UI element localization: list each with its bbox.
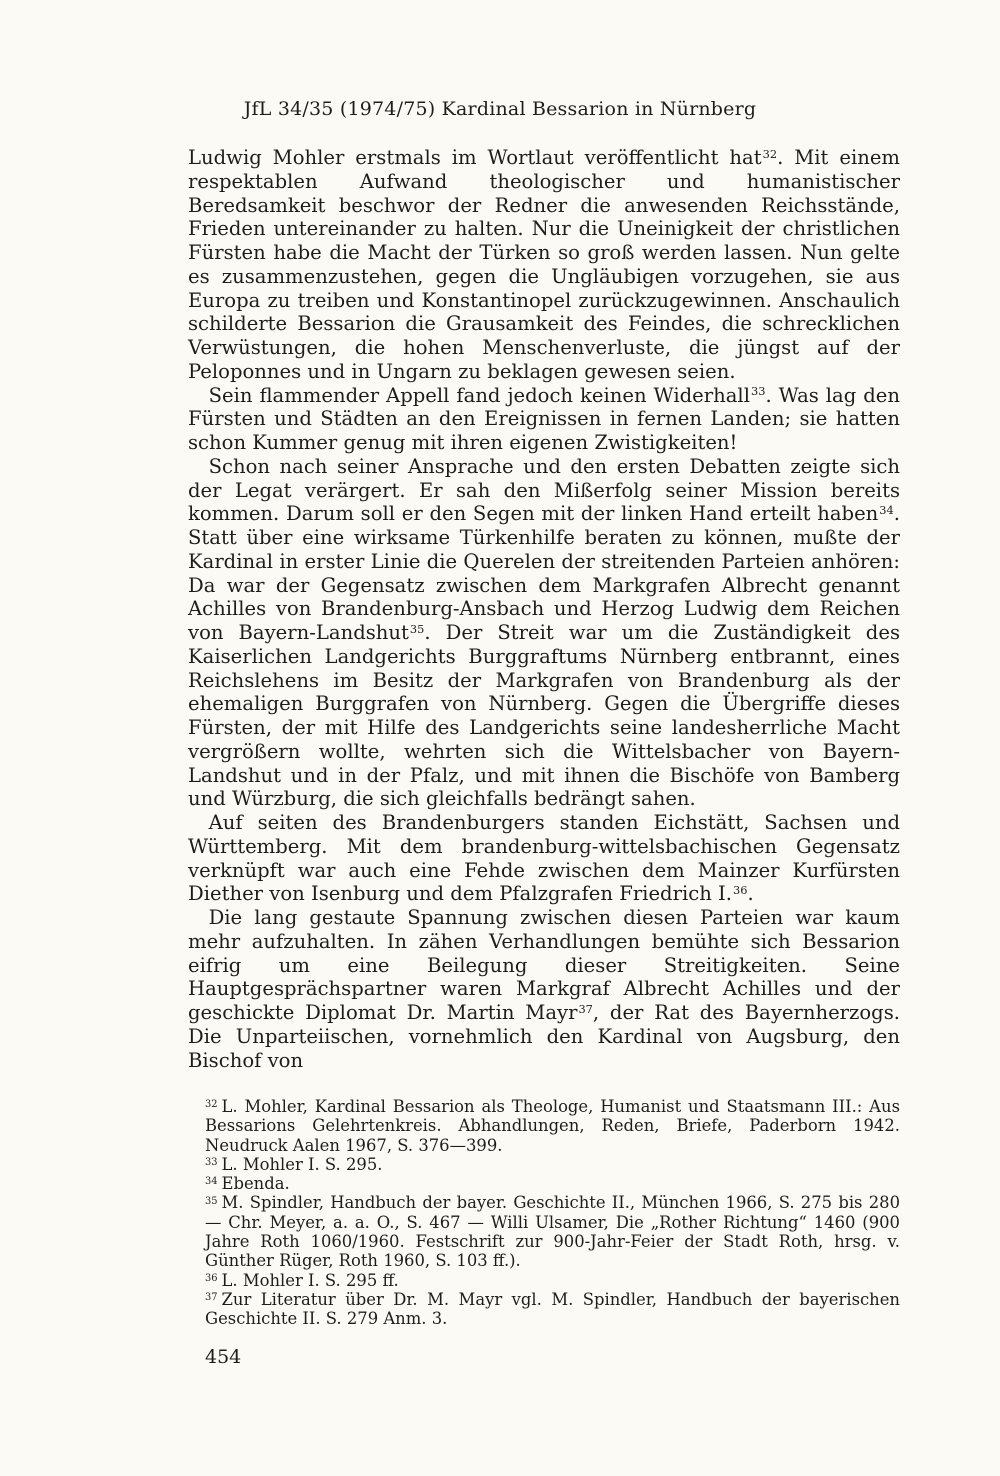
footnote-36: $^{36}$ L. Mohler I. S. 295 ff.	[205, 1270, 399, 1290]
footnote-34: $^{34}$ Ebenda.	[205, 1174, 290, 1194]
page-number: 454	[205, 1346, 242, 1368]
paragraph-2: Sein flammender Appell fand jedoch keinen Widerhall$^{33}$. Was lag den Fürsten und Städten an den Ereignissen in fernen Landen; sie hatten schon Kummer genug mit ihren eigenen Zwistigkeiten!	[188, 383, 900, 454]
footnote-ref-34[interactable]: 34	[879, 503, 894, 517]
footnotes	[205, 1097, 900, 1329]
footnote-ref-33[interactable]: 33	[750, 384, 766, 399]
paragraph-5: Die lang gestaute Spannung zwischen diesen Parteien war kaum mehr aufzuhalten. In zähen Verhandlungen bemühte sich Bessarion eifrig um eine Beilegung dieser Streitigkeiten. Seine Hauptgesprächspartner waren Markgraf Albrecht Achilles und der geschickte Diplomat Dr. Martin Mayr$^{37}$, der Rat des Bayernherzogs. Die Unparteiischen, vornehmlich den Kardinal von Augsburg, den Bischof von	[188, 906, 900, 1072]
footnote-ref-32[interactable]: 32	[762, 146, 778, 161]
running-header: JfL 34/35 (1974/75) Kardinal Bessarion in Nürnberg	[243, 98, 757, 120]
footnote-32: $^{32}$ L. Mohler, Kardinal Bessarion als Theologe, Humanist und Staatsmann III.: Aus Bessarions Gelehrtenkreis. Abhandlungen, Reden, Briefe, Paderborn 1942. Neudruck Aalen 1967, S. 376—399.	[205, 1097, 900, 1155]
footnote-ref-36[interactable]: 36	[733, 883, 748, 897]
footnote-37: $^{37}$ Zur Literatur über Dr. M. Mayr vgl. M. Spindler, Handbuch der bayerischen Geschichte II. S. 279 Anm. 3.	[205, 1289, 900, 1329]
footnote-35: $^{35}$ M. Spindler, Handbuch der bayer. Geschichte II., München 1966, S. 275 bis 280 — Chr. Meyer, a. a. O., S. 467 — Willi Ulsamer, Die „Rother Richtung“ 1460 (900 Jahre Roth 1060/1960. Festschrift zur 900-Jahr-Feier der Stadt Roth, hrsg. v. Günther Rüger, Roth 1960, S. 103 ff.).	[205, 1193, 900, 1271]
paragraph-4: Auf seiten des Brandenburgers standen Eichstätt, Sachsen und Württemberg. Mit dem brandenburg-wittelsbachischen Gegensatz verknüpft war auch eine Fehde zwischen dem Mainzer Kurfürsten Diether von Isenburg und dem Pfalzgrafen Friedrich I.$^{36}$.	[188, 811, 900, 906]
footnote-33: $^{33}$ L. Mohler I. S. 295.	[205, 1154, 383, 1174]
paragraph-1: Ludwig Mohler erstmals im Wortlaut veröffentlicht hat$^{32}$. Mit einem respektablen Aufwand theologischer und humanistischer Beredsamkeit beschwor der Redner die anwesenden Reichsstände, Frieden untereinander zu halten. Nur die Uneinigkeit der christlichen Fürsten habe die Macht der Türken so groß werden lassen. Nun gelte es zusammenzustehen, gegen die Ungläubigen vorzugehen, sie aus Europa zu treiben und Konstantinopel zurückzugewinnen. Anschaulich schilderte Bessarion die Grausamkeit des Feindes, die schrecklichen Verwüstungen, die hohen Menschenverluste, die jüngst auf der Peloponnes und in Ungarn zu beklagen gewesen seien.	[188, 146, 901, 383]
main-text	[188, 146, 900, 1072]
footnote-ref-35[interactable]: 35	[409, 621, 425, 636]
paragraph-3: Schon nach seiner Ansprache und den ersten Debatten zeigte sich der Legat verärgert. Er sah den Mißerfolg seiner Mission bereits kommen. Darum soll er den Segen mit der linken Hand erteilt haben$^{34}$. Statt über eine wirksame Türkenhilfe beraten zu können, mußte der Kardinal in erster Linie die Querelen der streitenden Parteien anhören: Da war der Gegensatz zwischen dem Markgrafen Albrecht genannt Achilles von Brandenburg-Ansbach und Herzog Ludwig dem Reichen von Bayern-Landshut$^{35}$. Der Streit war um die Zuständigkeit des Kaiserlichen Landgerichts Burggraftums Nürnberg entbrannt, eines Reichslehens im Besitz der Markgrafen von Brandenburg als der ehemaligen Burggrafen von Nürnberg. Gegen die Übergriffe dieses Fürsten, der mit Hilfe des Landgerichts seine landesherrliche Macht vergrößern wollte, wehrten sich die Wittelsbacher von Bayern-Landshut und in der Pfalz, und mit ihnen die Bischöfe von Bamberg und Würzburg, die sich gleichfalls bedrängt sahen.	[188, 454, 900, 811]
footnote-ref-37[interactable]: 37	[578, 1001, 593, 1016]
